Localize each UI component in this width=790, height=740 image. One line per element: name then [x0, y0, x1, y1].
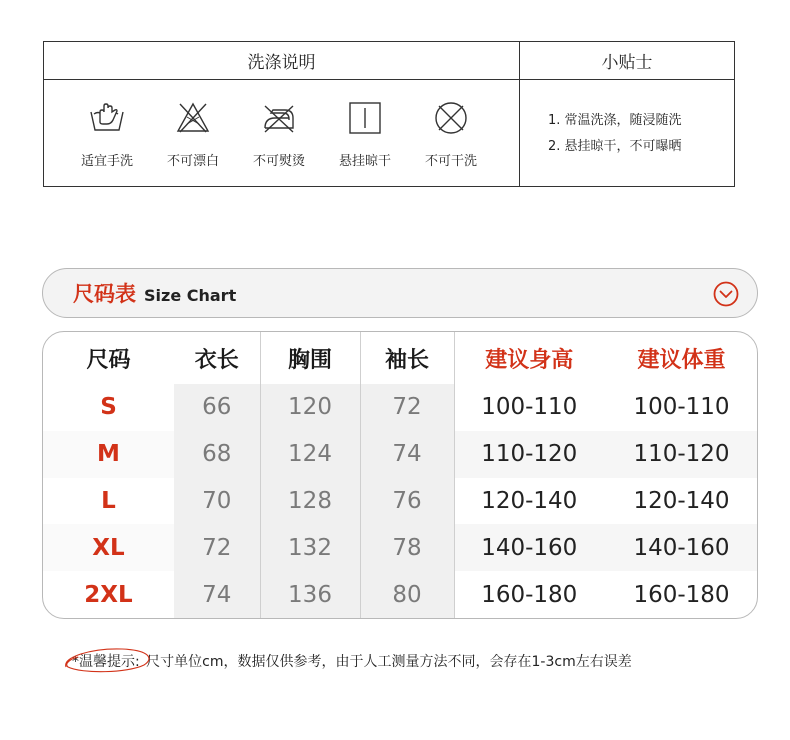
- cell-chest: 124: [260, 431, 360, 478]
- cell-length: 68: [174, 431, 260, 478]
- cell-size: S: [100, 394, 117, 421]
- wash-instructions-title: 洗涤说明: [44, 42, 519, 80]
- tip-item: 2. 悬挂晾干，不可曝晒: [548, 139, 682, 154]
- tip-item: 1. 常温洗涤，随浸随洗: [548, 113, 682, 128]
- cell-length: 70: [174, 478, 260, 525]
- no-bleach-icon: [175, 100, 211, 136]
- note-text: 尺寸单位cm，数据仅供参考，由于人工测量方法不同，会存在1-3cm左右误差: [146, 654, 632, 670]
- table-header-row: [43, 332, 758, 384]
- tips-list: [520, 80, 734, 160]
- header-suggested-weight: 建议体重: [637, 347, 726, 373]
- header-suggested-height: 建议身高: [454, 332, 604, 384]
- cell-height: 100-110: [454, 384, 604, 431]
- no-dry-clean-icon: [433, 100, 469, 136]
- care-item-no-iron: [236, 100, 322, 169]
- cell-height: 140-160: [454, 524, 604, 571]
- cell-weight: 100-110: [633, 394, 730, 421]
- hand-drawn-ellipse-icon: [62, 645, 154, 675]
- table-row: [43, 571, 758, 618]
- cell-chest: 120: [260, 384, 360, 431]
- note-tag: [70, 651, 142, 671]
- care-icons-row: [44, 80, 519, 186]
- cell-length: 72: [174, 524, 260, 571]
- measurement-note: [70, 651, 632, 671]
- cell-sleeve: 80: [360, 571, 454, 618]
- care-label: 不可漂白: [166, 154, 219, 169]
- table-row: [43, 431, 758, 478]
- cell-chest: 128: [260, 478, 360, 525]
- care-item-hang-dry: [322, 100, 408, 169]
- table-row: [43, 524, 758, 571]
- care-item-no-dry-clean: [408, 100, 494, 169]
- hand-wash-icon: [89, 100, 125, 136]
- header-length: 衣长: [194, 347, 239, 373]
- header-size: 尺码: [86, 347, 131, 373]
- size-chart-title: 尺码表: [73, 282, 136, 306]
- header-sleeve: 袖长: [360, 332, 454, 384]
- cell-size: 2XL: [84, 581, 133, 608]
- cell-size: M: [43, 431, 174, 478]
- hang-dry-icon: [347, 100, 383, 136]
- size-chart-subtitle: Size Chart: [144, 286, 237, 305]
- care-label: 不可干洗: [424, 154, 477, 169]
- care-label: 悬挂晾干: [338, 154, 391, 169]
- tips-section: [520, 42, 734, 186]
- note-tag-text: *温馨提示:: [72, 654, 140, 670]
- care-item-hand-wash: [64, 100, 150, 169]
- care-instructions-box: [43, 41, 735, 187]
- cell-length: 74: [174, 571, 260, 618]
- size-table-card: [42, 331, 758, 619]
- no-iron-icon: [261, 100, 297, 136]
- size-chart-header[interactable]: [42, 268, 758, 318]
- cell-weight: 110-120: [604, 431, 758, 478]
- cell-sleeve: 74: [360, 431, 454, 478]
- cell-height: 160-180: [454, 571, 604, 618]
- care-item-no-bleach: [150, 100, 236, 169]
- cell-size: L: [101, 487, 116, 514]
- care-label: 适宜手洗: [80, 154, 133, 169]
- wash-instructions-section: [44, 42, 520, 186]
- size-table: [43, 332, 758, 618]
- cell-weight: 120-140: [633, 487, 730, 514]
- cell-sleeve: 78: [360, 524, 454, 571]
- tips-title: 小贴士: [520, 42, 734, 80]
- cell-length: 66: [174, 384, 260, 431]
- chevron-down-circle-icon[interactable]: [713, 281, 739, 307]
- care-label: 不可熨烫: [252, 154, 305, 169]
- cell-height: 110-120: [454, 431, 604, 478]
- header-chest: 胸围: [260, 332, 360, 384]
- table-row: [43, 478, 758, 525]
- cell-chest: 136: [260, 571, 360, 618]
- cell-sleeve: 76: [360, 478, 454, 525]
- cell-weight: 160-180: [633, 581, 730, 608]
- cell-weight: 140-160: [604, 524, 758, 571]
- cell-sleeve: 72: [360, 384, 454, 431]
- cell-size: XL: [43, 524, 174, 571]
- table-row: [43, 384, 758, 431]
- cell-chest: 132: [260, 524, 360, 571]
- cell-height: 120-140: [454, 478, 604, 525]
